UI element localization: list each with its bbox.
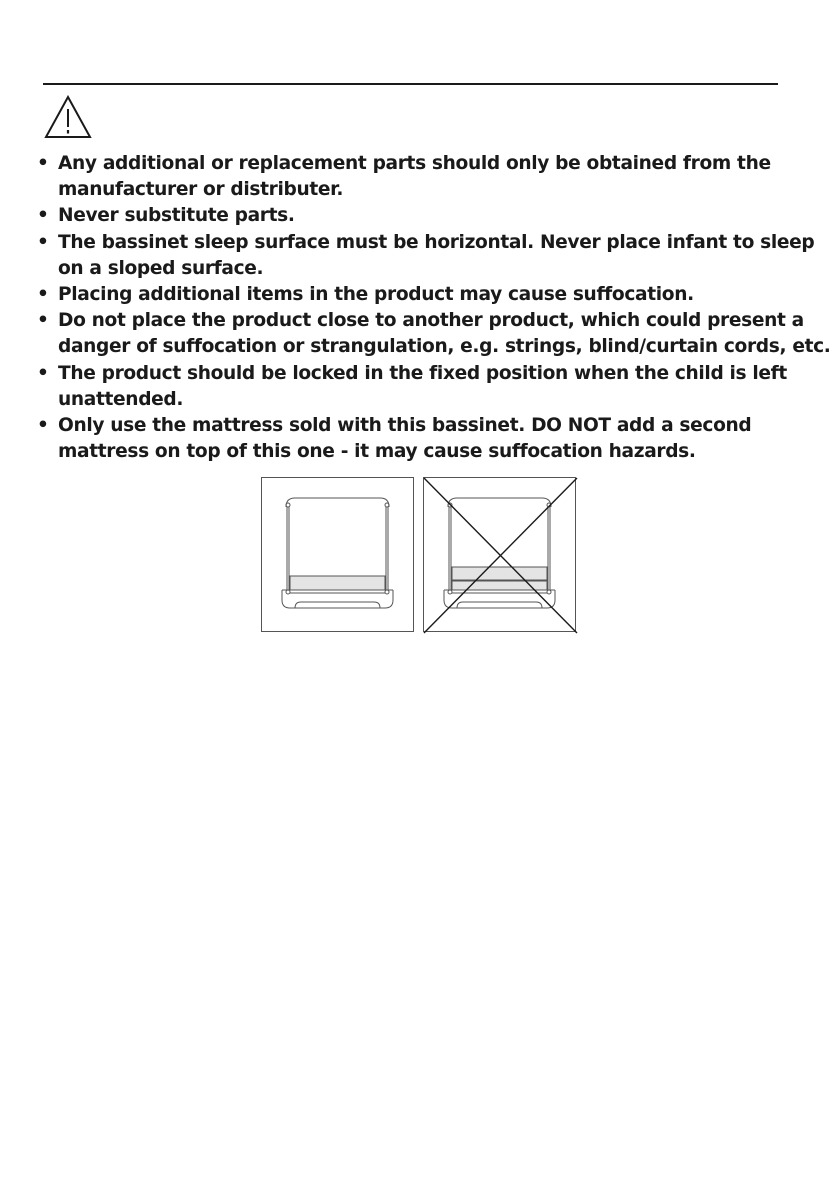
warning-item xyxy=(37,203,827,229)
warning-text: danger of suffocation or strangulation, e.g. strings, blind/curtain cords, etc. xyxy=(58,336,831,358)
bullet: • xyxy=(37,205,49,227)
warning-text: The bassinet sleep surface must be horizontal. Never place infant to sleep xyxy=(58,231,815,253)
incorrect-mattress-figure xyxy=(423,477,576,632)
header-rule xyxy=(43,83,778,85)
warning-item xyxy=(37,282,827,308)
bullet: • xyxy=(37,415,49,437)
warning-item xyxy=(37,413,827,465)
warning-text: Only use the mattress sold with this bassinet. DO NOT add a second xyxy=(58,415,752,437)
warning-text: unattended. xyxy=(58,388,184,410)
bullet: • xyxy=(37,362,49,384)
bullet: • xyxy=(37,153,49,174)
warning-item xyxy=(37,361,827,413)
cross-out-mark xyxy=(424,478,577,633)
warning-item xyxy=(37,151,827,203)
warning-text: Do not place the product close to another product, which could present a xyxy=(58,310,804,332)
warning-triangle-icon xyxy=(44,95,92,139)
bassinet-double-mattress-illustration xyxy=(424,478,575,631)
warning-item xyxy=(37,308,831,360)
warning-text: Any additional or replacement parts should only be obtained from the xyxy=(58,153,771,174)
warning-text: Placing additional items in the product may cause suffocation. xyxy=(58,284,694,306)
bullet: • xyxy=(37,231,49,253)
warning-list xyxy=(37,151,831,465)
bassinet-single-mattress-illustration xyxy=(262,478,413,631)
warning-text: mattress on top of this one - it may cause suffocation hazards. xyxy=(58,441,696,463)
bullet: • xyxy=(37,310,49,332)
warning-text: Never substitute parts. xyxy=(58,205,295,227)
warning-text: manufacturer or distributer. xyxy=(58,179,344,201)
bullet: • xyxy=(37,284,49,306)
warning-text: The product should be locked in the fixed position when the child is left xyxy=(58,362,787,384)
warning-item xyxy=(37,230,827,282)
warning-text: on a sloped surface. xyxy=(58,257,264,279)
correct-mattress-figure xyxy=(261,477,414,632)
